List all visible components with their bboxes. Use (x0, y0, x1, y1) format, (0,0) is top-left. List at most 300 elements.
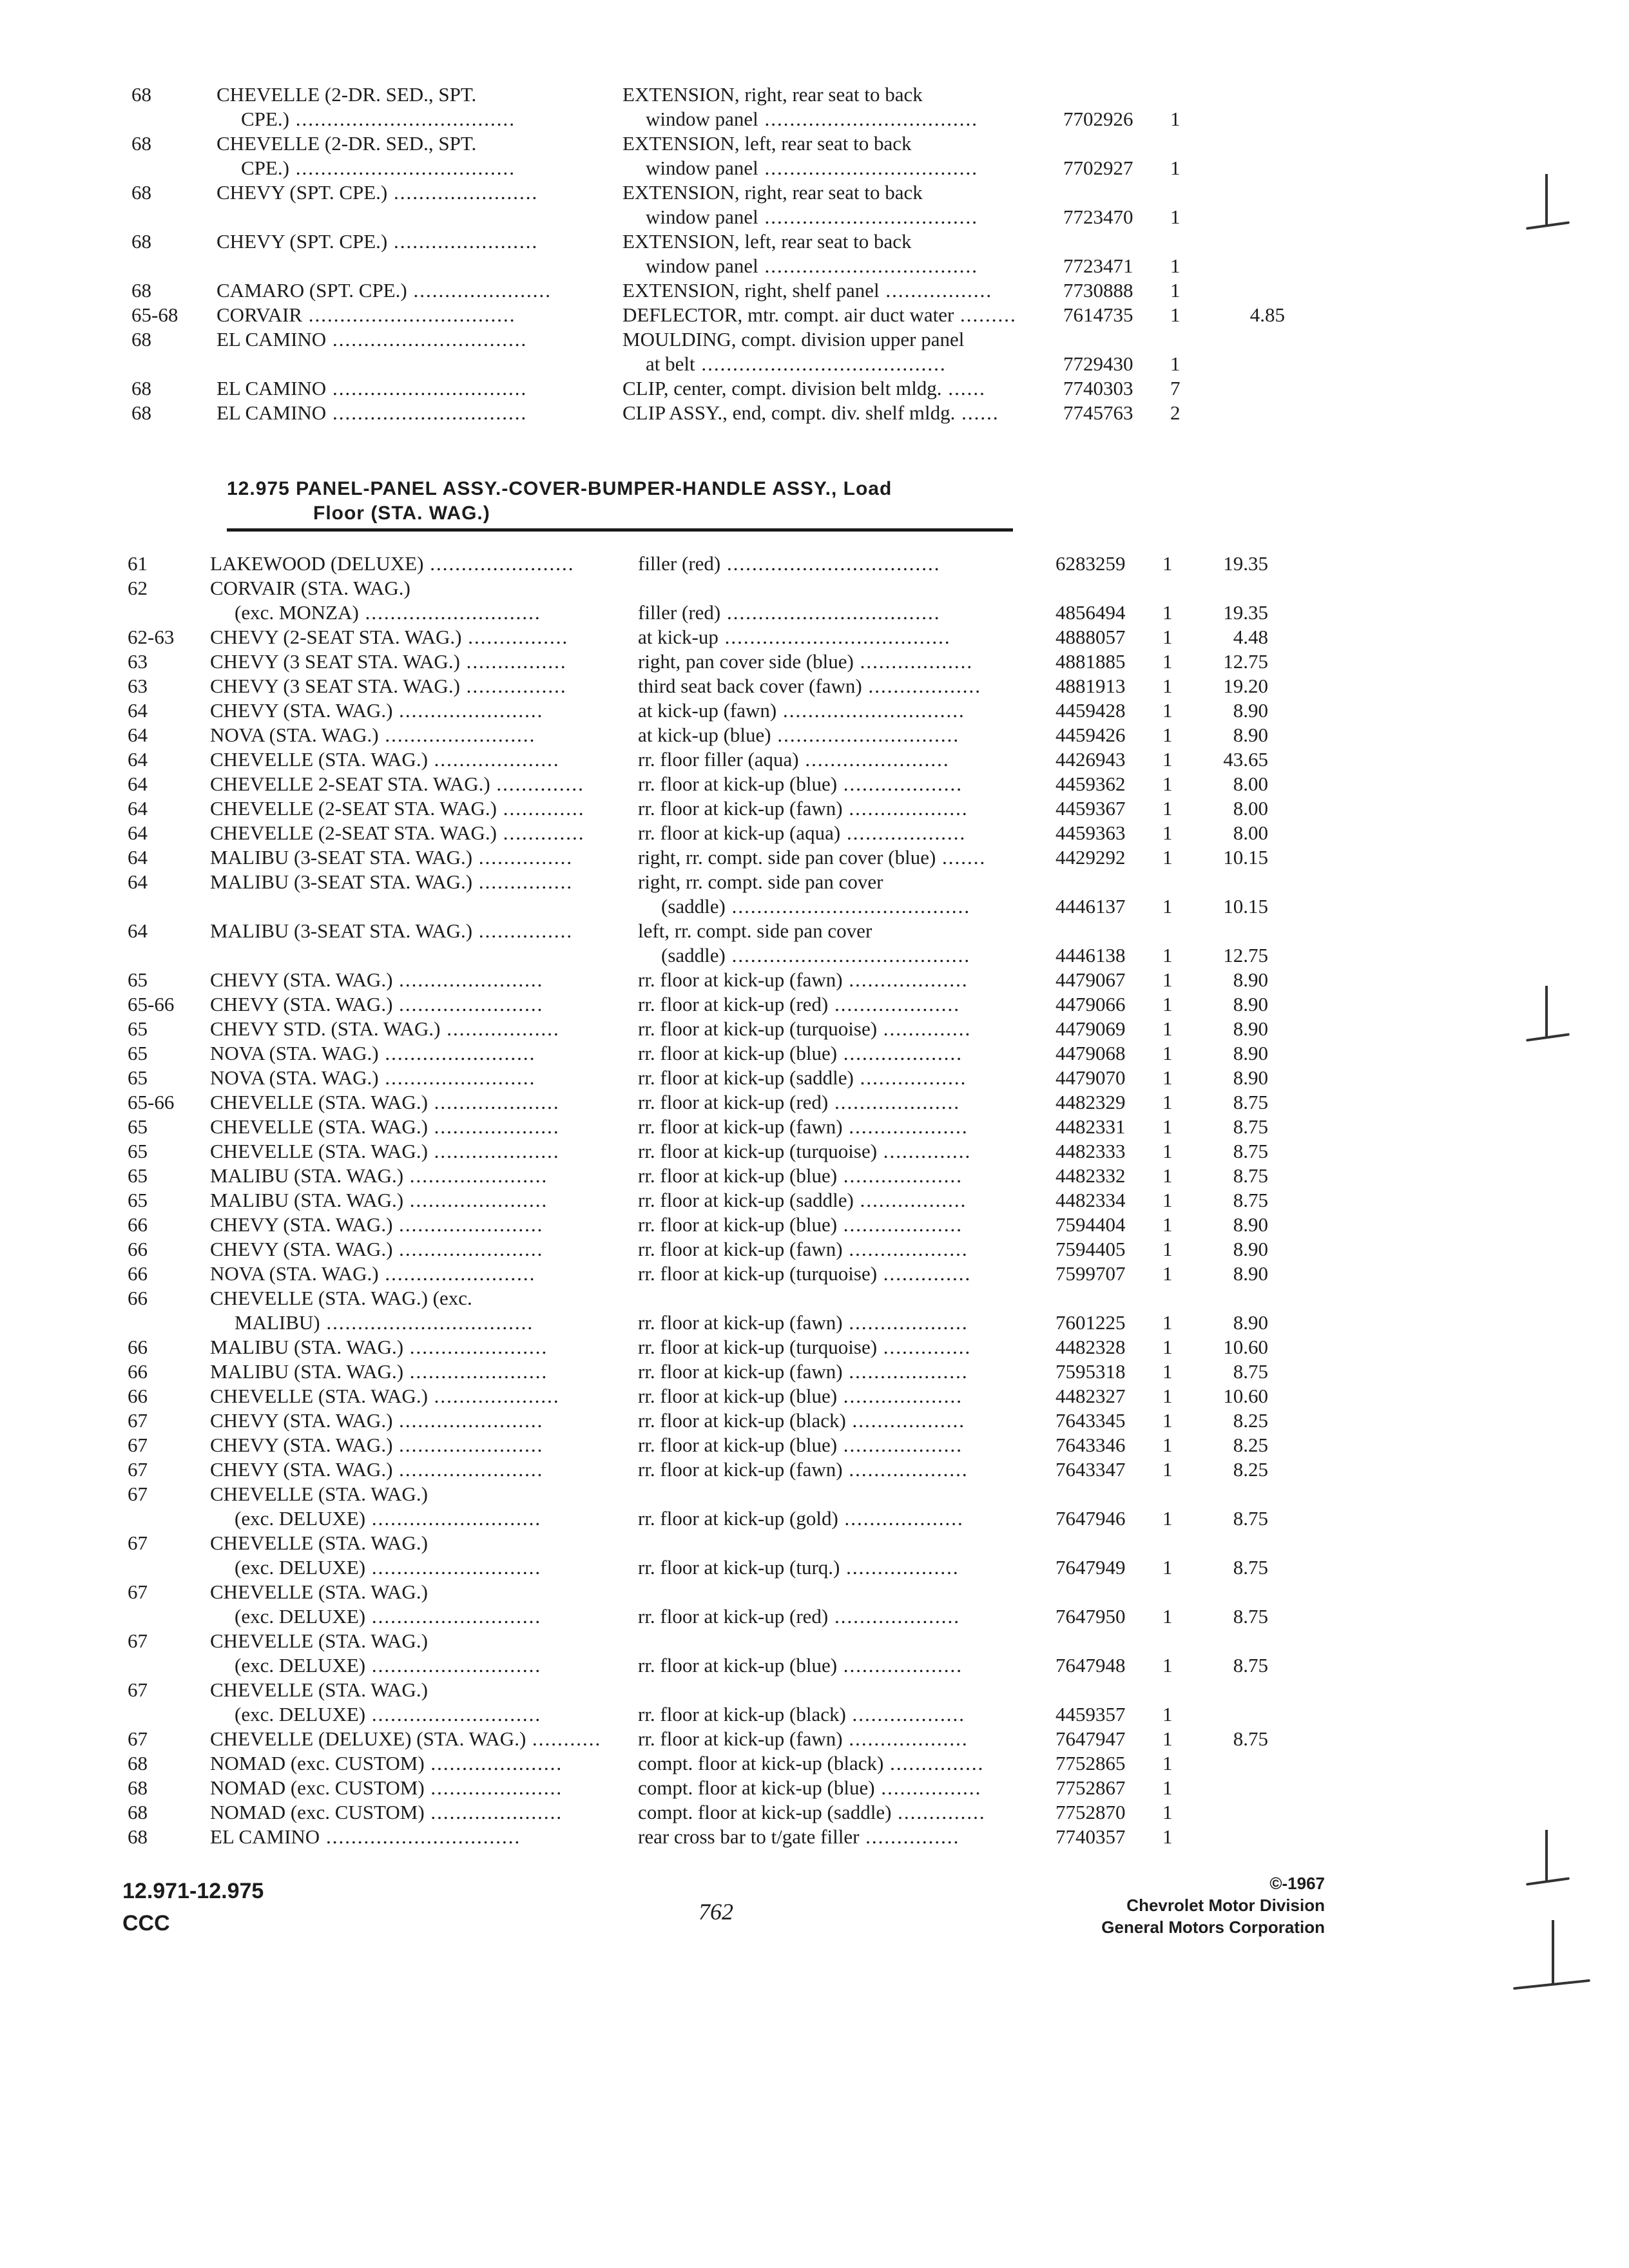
dot-leader: .................... (828, 993, 960, 1015)
model-name-cont: CPE.) ................................... (241, 157, 516, 179)
parts-row (0, 1286, 1629, 1335)
dot-leader: .................... (427, 1385, 560, 1407)
description-cont: window panel .................................. (646, 108, 979, 130)
quantity: 1 (1162, 1556, 1173, 1579)
model-name: EL CAMINO ............................... (210, 1825, 521, 1848)
description: compt. floor at kick-up (black) ............... (638, 1752, 985, 1774)
model-year: 64 (128, 724, 148, 746)
description: rr. floor at kick-up (red) .................... (638, 993, 960, 1015)
model-name: NOVA (STA. WAG.) ........................ (210, 724, 536, 746)
model-year: 65 (128, 1189, 148, 1211)
model-year: 63 (128, 650, 148, 673)
part-number: 4459426 (1055, 724, 1126, 746)
dot-leader: ....................... (392, 1458, 544, 1481)
quantity: 1 (1162, 626, 1173, 648)
dot-leader: ................... (837, 1164, 963, 1187)
model-name: NOVA (STA. WAG.) ........................ (210, 1262, 536, 1285)
parts-row (0, 625, 1629, 649)
dot-leader: ............... (472, 846, 574, 869)
price: 8.90 (1233, 1311, 1268, 1334)
parts-row (0, 1115, 1629, 1139)
description: left, rr. compt. side pan cover (638, 919, 872, 942)
dot-leader: .............. (877, 1017, 972, 1040)
quantity: 1 (1162, 1091, 1173, 1113)
description: EXTENSION, left, rear seat to back (622, 230, 912, 253)
dot-leader: .................. (853, 650, 974, 673)
dot-leader: ............................. (776, 699, 965, 722)
parts-row (0, 747, 1629, 772)
model-year: 62 (128, 577, 148, 599)
dot-leader: .............. (891, 1801, 986, 1823)
description: MOULDING, compt. division upper panel (622, 328, 965, 351)
model-year: 65-66 (128, 1091, 175, 1113)
description: filler (red) .................................. (638, 552, 941, 575)
model-name: CHEVY (STA. WAG.) ....................... (210, 993, 544, 1015)
description: rr. floor at kick-up (saddle) ................. (638, 1066, 967, 1089)
description-cont: rr. floor at kick-up (red) .................... (638, 1605, 960, 1628)
model-year: 64 (128, 846, 148, 869)
dot-leader: ................. (853, 1066, 967, 1089)
price: 8.75 (1233, 1654, 1268, 1677)
parts-row (0, 1066, 1629, 1090)
price: 4.85 (1249, 303, 1285, 326)
dot-leader: ................... (842, 797, 969, 820)
model-name: CHEVELLE (STA. WAG.) .................... (210, 1115, 560, 1138)
dot-leader: .............. (490, 773, 584, 795)
quantity: 1 (1162, 1262, 1173, 1285)
dot-leader: .................................. (758, 108, 979, 130)
parts-row (0, 796, 1629, 821)
description: right, rr. compt. side pan cover (blue) ....... (638, 846, 987, 869)
dot-leader: ........................... (365, 1654, 542, 1677)
model-name: CHEVY (STA. WAG.) ....................... (210, 1409, 544, 1432)
part-number: 7647948 (1055, 1654, 1126, 1677)
dot-leader: ....................................... (695, 352, 947, 375)
model-year: 68 (131, 181, 151, 204)
dot-leader: .................... (427, 1115, 560, 1138)
quantity: 1 (1162, 944, 1173, 966)
price: 8.75 (1233, 1140, 1268, 1162)
dot-leader: ........................ (378, 1042, 536, 1064)
model-name: CHEVY (3 SEAT STA. WAG.) ................ (210, 675, 567, 697)
dot-leader: ...................... (407, 279, 552, 302)
dot-leader: ....................... (387, 230, 539, 253)
parts-list-load-floor (0, 552, 1629, 1849)
model-year: 67 (128, 1629, 148, 1652)
quantity: 1 (1162, 1164, 1173, 1187)
parts-row (0, 1041, 1629, 1066)
description-cont: window panel .................................. (646, 206, 979, 228)
model-name: NOMAD (exc. CUSTOM) ..................... (210, 1752, 563, 1774)
dot-leader: .................... (828, 1091, 960, 1113)
dot-leader: ........................ (378, 724, 536, 746)
part-number: 7594405 (1055, 1238, 1126, 1260)
price: 8.75 (1233, 1556, 1268, 1579)
part-number: 4482328 (1055, 1336, 1126, 1358)
part-number: 7730888 (1063, 279, 1133, 302)
description: EXTENSION, left, rear seat to back (622, 132, 912, 155)
dot-leader: ................................... (289, 157, 516, 179)
description-cont: window panel .................................. (646, 255, 979, 277)
model-year: 67 (128, 1483, 148, 1505)
model-year: 65 (128, 1017, 148, 1040)
price: 8.90 (1233, 1262, 1268, 1285)
model-year: 68 (128, 1801, 148, 1823)
part-number: 4479066 (1055, 993, 1126, 1015)
dot-leader: ...................... (403, 1189, 548, 1211)
model-name: CHEVELLE (STA. WAG.) (210, 1532, 428, 1554)
quantity: 1 (1162, 1213, 1173, 1236)
dot-leader: ...... (955, 401, 999, 424)
dot-leader: .................. (845, 1409, 966, 1432)
dot-leader: ............... (883, 1752, 985, 1774)
dot-leader: .................... (828, 1605, 960, 1628)
dot-leader: ....................... (392, 1434, 544, 1456)
price: 10.60 (1223, 1385, 1268, 1407)
footer-section-range: 12.971-12.975 (122, 1879, 264, 1903)
dot-leader: ................. (853, 1189, 967, 1211)
price: 8.75 (1233, 1507, 1268, 1530)
quantity: 1 (1162, 822, 1173, 844)
model-year: 64 (128, 870, 148, 893)
dot-leader: ................. (879, 279, 993, 302)
dot-leader: ............................... (326, 377, 528, 399)
dot-leader: ...................... (403, 1360, 548, 1383)
model-name: CHEVELLE (STA. WAG.) (exc. (210, 1287, 472, 1309)
quantity: 1 (1162, 1409, 1173, 1432)
model-name: CHEVY (SPT. CPE.) ....................... (217, 230, 539, 253)
description: rr. floor at kick-up (fawn) ................... (638, 797, 969, 820)
description: compt. floor at kick-up (saddle) .............. (638, 1801, 986, 1823)
quantity: 7 (1170, 377, 1181, 399)
parts-row (0, 821, 1629, 845)
parts-row (0, 1139, 1629, 1164)
model-name: MALIBU (3-SEAT STA. WAG.) ............... (210, 919, 574, 942)
description: compt. floor at kick-up (blue) ................ (638, 1776, 982, 1799)
quantity: 1 (1162, 1434, 1173, 1456)
parts-row (0, 180, 1629, 229)
dot-leader: ....................... (392, 1213, 544, 1236)
price: 4.48 (1233, 626, 1268, 648)
model-year: 64 (128, 797, 148, 820)
model-year: 68 (128, 1752, 148, 1774)
price: 8.75 (1233, 1091, 1268, 1113)
part-number: 7740303 (1063, 377, 1133, 399)
model-name-cont: CPE.) ................................... (241, 108, 516, 130)
dot-leader: ................... (838, 1507, 964, 1530)
model-year: 67 (128, 1532, 148, 1554)
dot-leader: ............................... (326, 328, 528, 351)
model-name-cont: (exc. DELUXE) ........................... (235, 1703, 542, 1725)
part-number: 4429292 (1055, 846, 1126, 869)
dot-leader: ................... (842, 1115, 969, 1138)
description-cont: (saddle) ...................................... (661, 895, 971, 918)
dot-leader: ................... (840, 822, 967, 844)
model-year: 64 (128, 773, 148, 795)
model-year: 64 (128, 748, 148, 771)
part-number: 7702926 (1063, 108, 1133, 130)
dot-leader: ................ (459, 675, 567, 697)
model-year: 65 (128, 1042, 148, 1064)
price: 8.90 (1233, 968, 1268, 991)
model-name: CHEVELLE (STA. WAG.) .................... (210, 1385, 560, 1407)
model-year: 61 (128, 552, 148, 575)
description: rr. floor at kick-up (blue) ................... (638, 1164, 963, 1187)
part-number: 7643347 (1055, 1458, 1126, 1481)
price: 8.25 (1233, 1409, 1268, 1432)
model-year: 67 (128, 1434, 148, 1456)
quantity: 1 (1162, 1654, 1173, 1677)
model-name: CHEVY (STA. WAG.) ....................... (210, 699, 544, 722)
parts-row (0, 870, 1629, 919)
parts-row (0, 401, 1629, 425)
dot-leader: ...................... (403, 1164, 548, 1187)
model-name: CHEVY (2-SEAT STA. WAG.) ................ (210, 626, 569, 648)
dot-leader: ................... (837, 1385, 963, 1407)
part-number: 4881913 (1055, 675, 1126, 697)
quantity: 1 (1162, 675, 1173, 697)
model-name: CHEVELLE (STA. WAG.) .................... (210, 1091, 560, 1113)
description: rr. floor at kick-up (fawn) ................... (638, 1238, 969, 1260)
model-name: CHEVELLE (STA. WAG.) (210, 1581, 428, 1603)
quantity: 1 (1162, 1801, 1173, 1823)
parts-row (0, 1164, 1629, 1188)
parts-row (0, 1751, 1629, 1776)
dot-leader: ....................... (392, 1409, 544, 1432)
price: 10.15 (1223, 846, 1268, 869)
part-number: 7647946 (1055, 1507, 1126, 1530)
quantity: 1 (1170, 206, 1181, 228)
model-name: EL CAMINO ............................... (217, 377, 528, 399)
model-name-cont: (exc. DELUXE) ........................... (235, 1507, 542, 1530)
description: rr. floor at kick-up (fawn) ................... (638, 1360, 969, 1383)
footer-right (1054, 1872, 1325, 1938)
price: 8.90 (1233, 993, 1268, 1015)
part-number: 4479069 (1055, 1017, 1126, 1040)
part-number: 7752870 (1055, 1801, 1126, 1823)
description: EXTENSION, right, rear seat to back (622, 83, 923, 106)
parts-row (0, 376, 1629, 401)
quantity: 1 (1162, 1140, 1173, 1162)
dot-leader: ............. (496, 822, 585, 844)
part-number: 7745763 (1063, 401, 1133, 424)
dot-leader: ................................... (289, 108, 516, 130)
description-cont: rr. floor at kick-up (black) .................. (638, 1703, 966, 1725)
parts-row (0, 1776, 1629, 1800)
quantity: 1 (1162, 797, 1173, 820)
part-number: 7647949 (1055, 1556, 1126, 1579)
part-number: 7647947 (1055, 1727, 1126, 1750)
dot-leader: ......... (954, 303, 1017, 326)
parts-row (0, 327, 1629, 376)
price: 8.90 (1233, 699, 1268, 722)
dot-leader: ....................... (392, 1238, 544, 1260)
dot-leader: ................... (842, 968, 969, 991)
quantity: 1 (1162, 1458, 1173, 1481)
quantity: 1 (1162, 1752, 1173, 1774)
description-cont: rr. floor at kick-up (gold) ................... (638, 1507, 964, 1530)
dot-leader: ........................... (365, 1507, 542, 1530)
dot-leader: .............. (877, 1140, 972, 1162)
footer-corporation: General Motors Corporation (1101, 1917, 1325, 1937)
description: CLIP ASSY., end, compt. div. shelf mldg. ...... (622, 401, 999, 424)
description: rr. floor at kick-up (blue) ................... (638, 773, 963, 795)
dot-leader: ................................. (320, 1311, 534, 1334)
quantity: 1 (1162, 552, 1173, 575)
model-name: CHEVELLE (STA. WAG.) (210, 1678, 428, 1701)
parts-row (0, 649, 1629, 674)
description-cont: at belt ....................................... (646, 352, 947, 375)
parts-row (0, 1262, 1629, 1286)
dot-leader: ............... (472, 870, 574, 893)
price: 19.35 (1223, 601, 1268, 624)
dot-leader: .................. (440, 1017, 560, 1040)
model-year: 67 (128, 1458, 148, 1481)
price: 8.90 (1233, 1066, 1268, 1089)
part-number: 4459357 (1055, 1703, 1126, 1725)
quantity: 1 (1162, 968, 1173, 991)
part-number: 4459363 (1055, 822, 1126, 844)
part-number: 4482327 (1055, 1385, 1126, 1407)
heading-rule (227, 528, 1013, 532)
price: 8.25 (1233, 1434, 1268, 1456)
part-number: 7740357 (1055, 1825, 1126, 1848)
model-year: 67 (128, 1409, 148, 1432)
model-name: CHEVELLE (STA. WAG.) .................... (210, 748, 560, 771)
dot-leader: .................. (845, 1703, 966, 1725)
footer-copyright: ©-1967 (1269, 1874, 1325, 1893)
description: DEFLECTOR, mtr. compt. air duct water ......... (622, 303, 1017, 326)
model-name: CHEVELLE (STA. WAG.) (210, 1483, 428, 1505)
price: 8.00 (1233, 797, 1268, 820)
dot-leader: .............. (877, 1262, 972, 1285)
description: rr. floor at kick-up (fawn) ................... (638, 1115, 969, 1138)
quantity: 1 (1162, 1507, 1173, 1530)
description-cont: rr. floor at kick-up (turq.) .................. (638, 1556, 959, 1579)
parts-list-top (0, 82, 1629, 425)
dot-leader: .................... (427, 1091, 560, 1113)
parts-row (0, 1384, 1629, 1408)
parts-row (0, 1825, 1629, 1849)
model-name: CHEVY (STA. WAG.) ....................... (210, 1238, 544, 1260)
parts-row (0, 1188, 1629, 1213)
dot-leader: ................... (842, 1360, 969, 1383)
model-name: MALIBU (STA. WAG.) ...................... (210, 1189, 548, 1211)
description: rr. floor at kick-up (turquoise) .............. (638, 1336, 972, 1358)
dot-leader: ....................... (392, 699, 544, 722)
model-name: CHEVELLE (2-SEAT STA. WAG.) ............. (210, 797, 585, 820)
dot-leader: ................... (837, 1654, 963, 1677)
description: rr. floor at kick-up (saddle) ................. (638, 1189, 967, 1211)
dot-leader: .................................. (758, 206, 979, 228)
dot-leader: ....................... (387, 181, 539, 204)
model-year: 65-66 (128, 993, 175, 1015)
model-year: 68 (131, 83, 151, 106)
part-number: 7752865 (1055, 1752, 1126, 1774)
price: 10.60 (1223, 1336, 1268, 1358)
dot-leader: .................... (427, 748, 560, 771)
model-year: 68 (131, 279, 151, 302)
quantity: 1 (1162, 1238, 1173, 1260)
model-year: 68 (128, 1776, 148, 1799)
model-year: 65-68 (131, 303, 178, 326)
price: 12.75 (1223, 944, 1268, 966)
part-number: 4881885 (1055, 650, 1126, 673)
quantity: 1 (1162, 1042, 1173, 1064)
price: 10.15 (1223, 895, 1268, 918)
part-number: 7601225 (1055, 1311, 1126, 1334)
part-number: 7729430 (1063, 352, 1133, 375)
model-year: 65 (128, 1066, 148, 1089)
dot-leader: ............................... (320, 1825, 521, 1848)
model-name: EL CAMINO ............................... (217, 328, 528, 351)
quantity: 1 (1170, 303, 1181, 326)
section-heading (227, 477, 892, 526)
parts-row (0, 772, 1629, 796)
dot-leader: ....................... (423, 552, 575, 575)
footer-division: Chevrolet Motor Division (1126, 1896, 1325, 1915)
part-number: 7614735 (1063, 303, 1133, 326)
dot-leader: ........................... (365, 1703, 542, 1725)
description: CLIP, center, compt. division belt mldg. ...... (622, 377, 986, 399)
part-number: 7752867 (1055, 1776, 1126, 1799)
description: at kick-up (fawn) ............................. (638, 699, 965, 722)
description: EXTENSION, right, shelf panel ................. (622, 279, 993, 302)
part-number: 6283259 (1055, 552, 1126, 575)
description: at kick-up .................................... (638, 626, 951, 648)
model-year: 64 (128, 919, 148, 942)
price: 8.90 (1233, 1238, 1268, 1260)
part-number: 7647950 (1055, 1605, 1126, 1628)
part-number: 4482334 (1055, 1189, 1126, 1211)
section-heading-line-2: Floor (STA. WAG.) (313, 503, 490, 524)
quantity: 1 (1162, 1727, 1173, 1750)
dot-leader: ............... (859, 1825, 960, 1848)
dot-leader: ...................... (403, 1336, 548, 1358)
model-name: CHEVELLE (STA. WAG.) .................... (210, 1140, 560, 1162)
dot-leader: ..................... (424, 1801, 563, 1823)
dot-leader: ................ (874, 1776, 982, 1799)
part-number: 4479068 (1055, 1042, 1126, 1064)
dot-leader: ................... (842, 1458, 969, 1481)
part-number: 4482332 (1055, 1164, 1126, 1187)
model-name: MALIBU (3-SEAT STA. WAG.) ............... (210, 870, 574, 893)
dot-leader: ........................ (378, 1066, 536, 1089)
parts-row (0, 552, 1629, 576)
quantity: 1 (1170, 255, 1181, 277)
quantity: 1 (1162, 1066, 1173, 1089)
quantity: 1 (1162, 773, 1173, 795)
parts-row (0, 674, 1629, 698)
model-name: CORVAIR ................................. (217, 303, 516, 326)
parts-row (0, 1213, 1629, 1237)
dot-leader: ................... (837, 773, 963, 795)
parts-row (0, 303, 1629, 327)
price: 19.20 (1223, 675, 1268, 697)
model-year: 66 (128, 1287, 148, 1309)
quantity: 1 (1162, 846, 1173, 869)
dot-leader: ........... (526, 1727, 602, 1750)
quantity: 1 (1162, 1703, 1173, 1725)
quantity: 1 (1162, 1311, 1173, 1334)
description: third seat back cover (fawn) .................. (638, 675, 981, 697)
quantity: 1 (1170, 108, 1181, 130)
price: 8.75 (1233, 1727, 1268, 1750)
dot-leader: ................... (837, 1434, 963, 1456)
model-year: 68 (131, 377, 151, 399)
quantity: 1 (1170, 352, 1181, 375)
section-heading-line-1: 12.975 PANEL-PANEL ASSY.-COVER-BUMPER-HANDLE ASSY., Load (227, 478, 892, 499)
